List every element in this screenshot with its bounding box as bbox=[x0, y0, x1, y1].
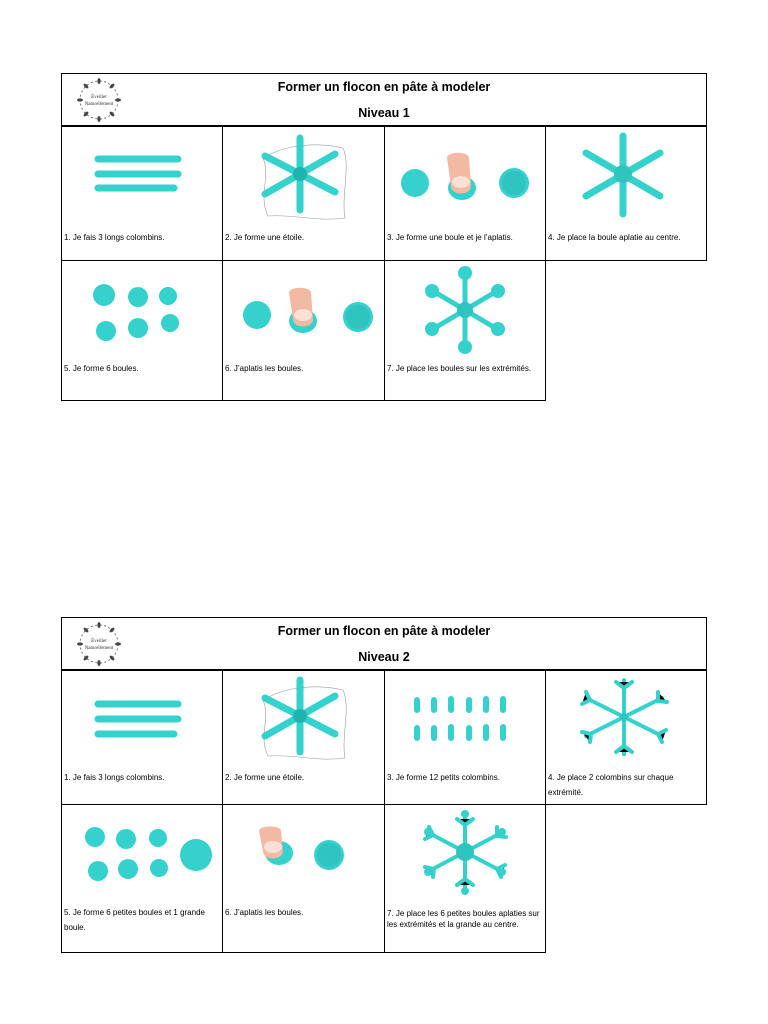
step-image-snowflake-branches bbox=[546, 670, 706, 771]
step-image-star-on-hand bbox=[223, 670, 384, 771]
step-image-three-long-rolls bbox=[62, 670, 222, 771]
logo-line-2: Naturellement bbox=[84, 646, 114, 651]
step-card bbox=[384, 804, 546, 953]
worksheet-level: Niveau 2 bbox=[358, 650, 410, 664]
step-card bbox=[222, 125, 385, 261]
step-caption: 1. Je fais 3 longs colombins. bbox=[64, 233, 165, 242]
step-image-three-long-rolls bbox=[62, 126, 222, 232]
step-card bbox=[222, 669, 385, 805]
step-card bbox=[384, 125, 546, 261]
worksheet-header bbox=[61, 73, 707, 127]
step-card bbox=[222, 804, 385, 953]
step-caption: 5. Je forme 6 petites boules et 1 grande boule. bbox=[64, 908, 205, 932]
step-caption: 4. Je place la boule aplatie au centre. bbox=[548, 233, 681, 242]
logo-line-1: Éveiller bbox=[91, 639, 107, 644]
step-caption: 2. Je forme une étoile. bbox=[225, 773, 305, 782]
step-image-star-with-balls bbox=[385, 261, 545, 362]
step-card bbox=[545, 125, 707, 261]
step-image-seven-balls bbox=[62, 805, 222, 906]
step-caption: 6. J’aplatis les boules. bbox=[225, 908, 304, 917]
step-caption: 2. Je forme une étoile. bbox=[225, 233, 305, 242]
step-image-star-with-center bbox=[546, 126, 706, 232]
step-caption: 7. Je place les 6 petites boules aplaties sur les extrémités et la grande au centre. bbox=[387, 909, 540, 929]
step-image-ball-flatten bbox=[223, 261, 384, 362]
step-card bbox=[222, 260, 385, 401]
step-card bbox=[384, 260, 546, 401]
step-card bbox=[61, 125, 223, 261]
step-caption: 3. Je forme 12 petits colombins. bbox=[387, 773, 500, 782]
step-image-twelve-small-rolls bbox=[385, 670, 545, 771]
step-image-finished-snowflake bbox=[385, 805, 545, 906]
step-image-star-on-hand bbox=[223, 126, 384, 232]
worksheet-level: Niveau 1 bbox=[358, 106, 410, 120]
worksheet-title: Former un flocon en pâte à modeler bbox=[277, 624, 491, 638]
logo-line-2: Naturellement bbox=[84, 102, 114, 107]
step-card bbox=[384, 669, 546, 805]
step-image-ball-flatten bbox=[385, 126, 545, 232]
step-image-finger-flatten bbox=[223, 805, 384, 906]
step-card bbox=[545, 669, 707, 805]
step-caption: 7. Je place les boules sur les extrémités. bbox=[387, 364, 532, 373]
step-caption: 4. Je place 2 colombins sur chaque extrémité. bbox=[548, 773, 674, 797]
step-caption: 3. Je forme une boule et je l’aplatis. bbox=[387, 233, 513, 242]
step-caption: 5. Je forme 6 boules. bbox=[64, 364, 139, 373]
step-caption: 6. J’aplatis les boules. bbox=[225, 364, 304, 373]
worksheet-title: Former un flocon en pâte à modeler bbox=[277, 80, 491, 94]
step-card bbox=[61, 669, 223, 805]
step-card bbox=[61, 804, 223, 953]
logo-line-1: Éveiller bbox=[91, 95, 107, 100]
step-caption: 1. Je fais 3 longs colombins. bbox=[64, 773, 165, 782]
worksheet-header bbox=[61, 617, 707, 671]
step-card bbox=[61, 260, 223, 401]
step-image-six-balls bbox=[62, 261, 222, 362]
